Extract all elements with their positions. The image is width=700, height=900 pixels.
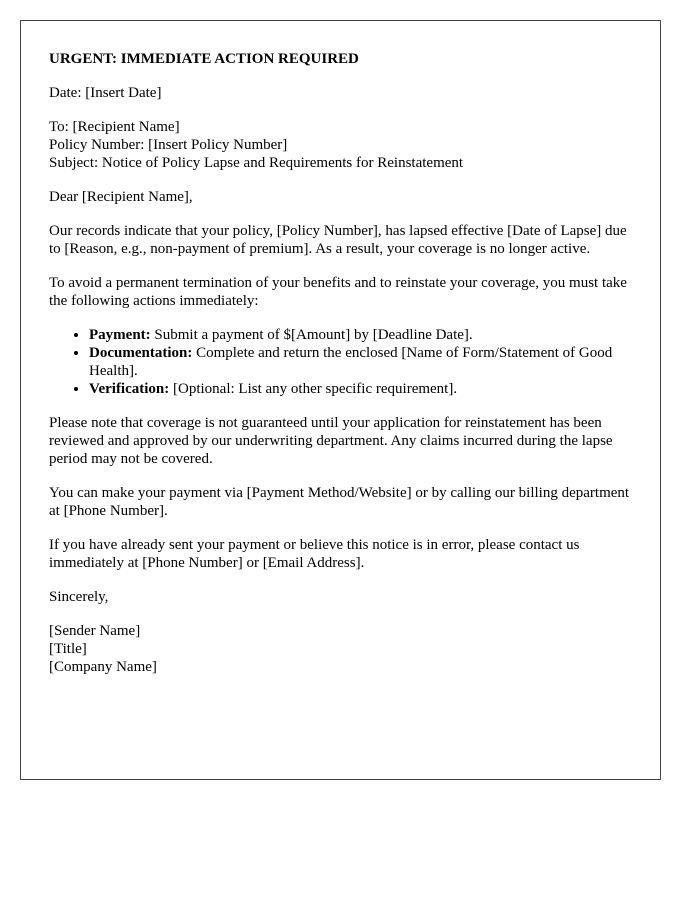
requirement-documentation bbox=[89, 344, 634, 380]
policy-number-line: Policy Number: [Insert Policy Number] bbox=[49, 137, 288, 153]
sender-name: [Sender Name] bbox=[49, 623, 141, 639]
to-line: To: [Recipient Name] bbox=[49, 119, 180, 135]
requirement-text: Complete and return the enclosed [Name of Form/Statement of Good Health]. bbox=[89, 345, 613, 379]
requirement-label: Payment: bbox=[89, 327, 151, 343]
paragraph-payment-methods: You can make your payment via [Payment Method/Website] or by calling our billing department at [Phone Number]. bbox=[49, 485, 630, 519]
subject-line: Subject: Notice of Policy Lapse and Requirements for Reinstatement bbox=[49, 155, 464, 171]
letter-heading: URGENT: IMMEDIATE ACTION REQUIRED bbox=[49, 51, 359, 67]
requirement-text: [Optional: List any other specific requirement]. bbox=[169, 381, 458, 397]
company-name: [Company Name] bbox=[49, 659, 157, 675]
closing: Sincerely, bbox=[49, 589, 109, 605]
requirements-list bbox=[49, 326, 634, 398]
requirement-payment bbox=[89, 326, 634, 344]
requirement-label: Documentation: bbox=[89, 345, 193, 361]
sender-title: [Title] bbox=[49, 641, 87, 657]
paragraph-lapse: Our records indicate that your policy, [Policy Number], has lapsed effective [Date of Lapse] due to [Reason, e.g., non-payment of premium]. As a result, your coverage is no longer active. bbox=[49, 223, 627, 257]
date-line: Date: [Insert Date] bbox=[49, 85, 162, 101]
paragraph-contact: If you have already sent your payment or believe this notice is in error, please contact us immediately at [Phone Number] or [Email Address]. bbox=[49, 537, 580, 571]
requirement-label: Verification: bbox=[89, 381, 170, 397]
letter-content bbox=[49, 50, 634, 692]
salutation: Dear [Recipient Name], bbox=[49, 189, 193, 205]
requirement-text: Submit a payment of $[Amount] by [Deadline Date]. bbox=[150, 327, 473, 343]
letter-page bbox=[20, 20, 661, 780]
paragraph-coverage-note: Please note that coverage is not guaranteed until your application for reinstatement has been reviewed and approved by our underwriting department. Any claims incurred during the lapse period may not be covered. bbox=[49, 415, 613, 467]
signature-block bbox=[49, 622, 634, 676]
paragraph-actions-intro: To avoid a permanent termination of your benefits and to reinstate your coverage, you must take the following actions immediately: bbox=[49, 275, 627, 309]
requirement-verification bbox=[89, 380, 634, 398]
recipient-block bbox=[49, 118, 634, 172]
